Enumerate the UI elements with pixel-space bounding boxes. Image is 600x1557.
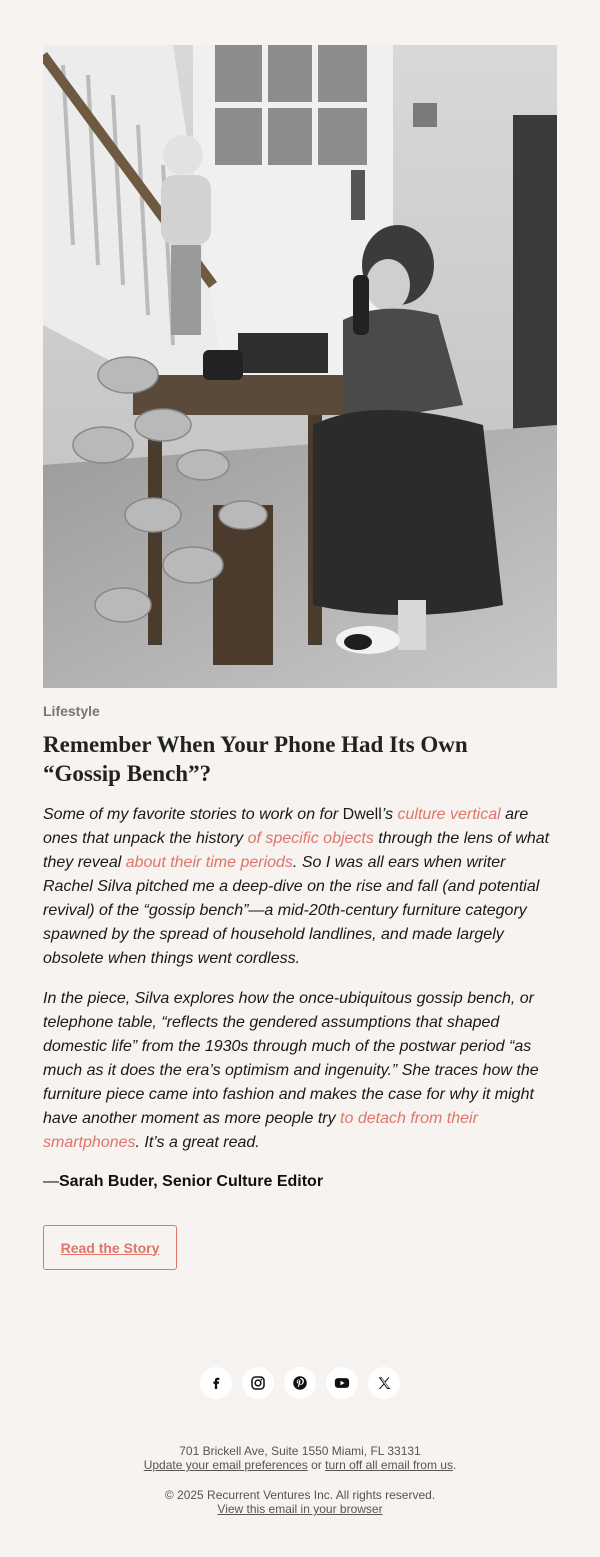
x-icon: [375, 1374, 393, 1392]
period-text: .: [452, 1458, 457, 1472]
signoff-dash: —: [43, 1173, 59, 1190]
unsubscribe-link[interactable]: turn off all email from us: [325, 1458, 453, 1472]
intro-paragraph: [43, 803, 558, 971]
editor-name: Sarah Buder, Senior Culture Editor: [59, 1173, 324, 1190]
detail-paragraph: [43, 987, 558, 1155]
p1-text-5: . So I was all ears when writer Rachel Silva pitched me a deep-dive on the rise and fall (and potential revival) of the “gossip bench”—a mid-20th-century furniture category spawned by the spread of household landlines, and made largely obsolete when things went cordless.: [43, 854, 540, 967]
footer-legal-block: [0, 1488, 600, 1516]
time-periods-link[interactable]: about their time periods: [125, 854, 293, 871]
instagram-link[interactable]: [242, 1367, 274, 1399]
article-category: Lifestyle: [43, 703, 100, 719]
email-preferences-line: [0, 1458, 600, 1472]
p1-text-1: Some of my favorite stories to work on for: [43, 806, 343, 823]
youtube-icon: [333, 1374, 351, 1392]
facebook-link[interactable]: [200, 1367, 232, 1399]
culture-vertical-link[interactable]: culture vertical: [397, 806, 501, 823]
article-title: Remember When Your Phone Had Its Own “Gossip Bench”?: [43, 732, 468, 786]
facebook-icon: [207, 1374, 225, 1392]
detach-smartphones-link[interactable]: to detach from their smartphones: [43, 1110, 478, 1151]
copyright-text: © 2025 Recurrent Ventures Inc. All rights reserved.: [164, 1488, 436, 1502]
pinterest-icon: [291, 1374, 309, 1392]
update-preferences-link[interactable]: Update your email preferences: [143, 1458, 308, 1472]
specific-objects-link[interactable]: of specific objects: [247, 830, 374, 847]
editor-signoff: [43, 1172, 323, 1192]
footer-address-block: [0, 1444, 600, 1472]
view-in-browser-link[interactable]: View this email in your browser: [217, 1502, 383, 1516]
or-text: or: [307, 1458, 326, 1472]
company-address: 701 Brickell Ave, Suite 1550 Miami, FL 33131: [179, 1444, 421, 1458]
p1-text-4: through the lens of what they reveal: [43, 830, 550, 871]
read-story-button[interactable]: Read the Story: [43, 1225, 177, 1270]
pinterest-link[interactable]: [284, 1367, 316, 1399]
social-links: [199, 1367, 401, 1399]
p1-text-3: are ones that unpack the history: [43, 806, 529, 847]
youtube-link[interactable]: [326, 1367, 358, 1399]
hero-photo-illustration: [43, 45, 557, 688]
hero-photo[interactable]: [43, 45, 557, 688]
p2-text-2: . It’s a great read.: [135, 1134, 260, 1151]
brand-name: Dwell: [342, 806, 382, 823]
p2-text-1: In the piece, Silva explores how the once-ubiquitous gossip bench, or telephone table, “reflects the gendered assumptions that shaped domestic life” from the 1930s through much of the postwar period “as much as it does the era’s optimism and ingenuity.” She traces how the furniture piece came into fashion and makes the case for why it might have another moment as more people try: [43, 990, 539, 1127]
x-link[interactable]: [368, 1367, 400, 1399]
instagram-icon: [249, 1374, 267, 1392]
p1-text-2: ’s: [381, 806, 398, 823]
